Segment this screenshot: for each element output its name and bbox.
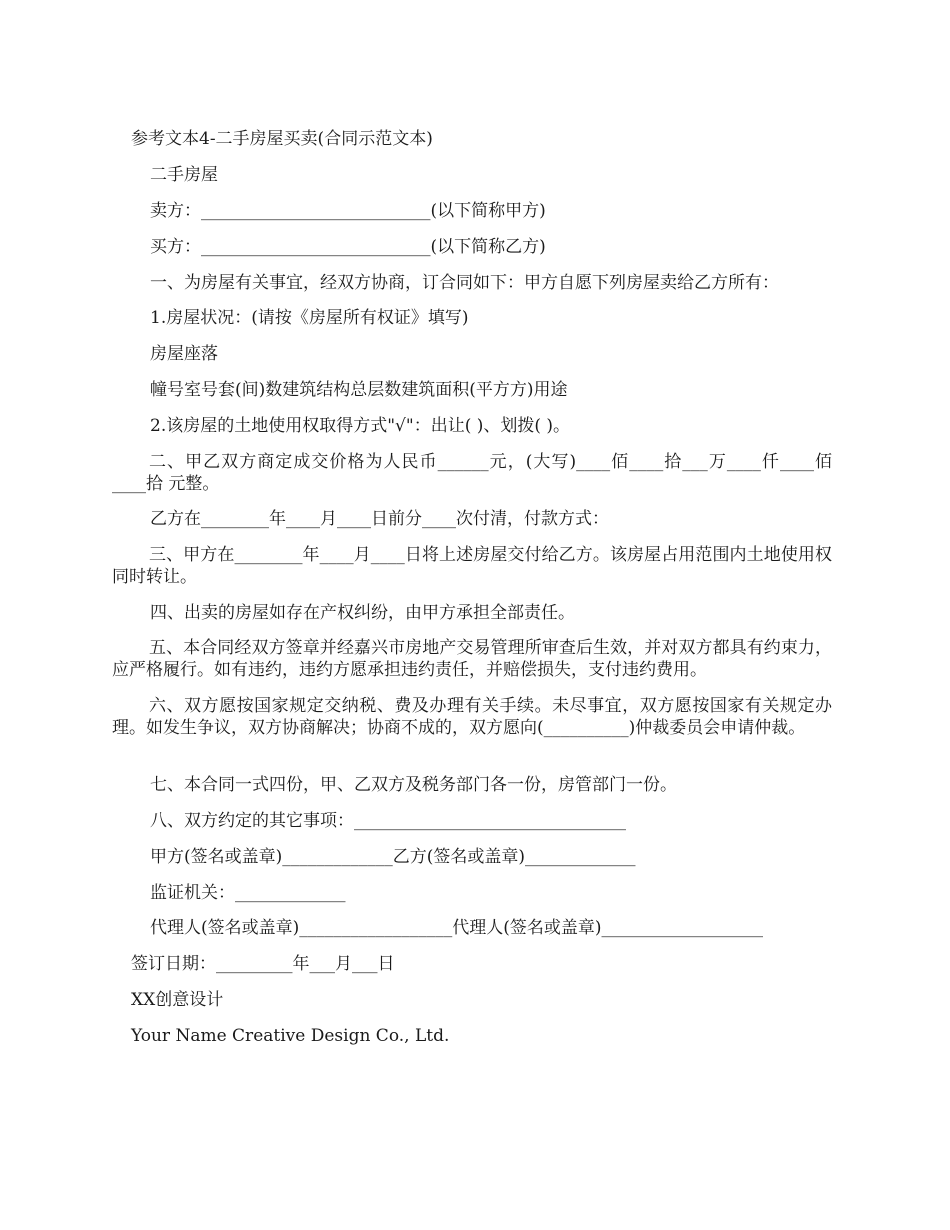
sign-date-line: 签订日期：_________年___月___日 xyxy=(131,954,395,974)
clause-4: 四、出卖的房屋如存在产权纠纷，由甲方承担全部责任。 xyxy=(150,603,575,623)
house-fields: 幢号室号套(间)数建筑结构总层数建筑面积(平方方)用途 xyxy=(150,380,568,400)
document-subtitle: 二手房屋 xyxy=(150,165,218,185)
house-location: 房屋座落 xyxy=(150,344,218,364)
item-1: 1.房屋状况：(请按《房屋所有权证》填写) xyxy=(150,308,469,328)
company-name-cn: XX创意设计 xyxy=(131,990,224,1010)
clause-2: 二、甲乙双方商定成交价格为人民币______元，(大写)____佰____拾___万____仟____佰____拾 元整。 xyxy=(112,452,832,494)
clause-8: 八、双方约定的其它事项：________________________________ xyxy=(150,811,626,831)
buyer-line: 买方：___________________________(以下简称乙方) xyxy=(150,237,546,257)
company-name-en: Your Name Creative Design Co., Ltd. xyxy=(131,1026,450,1046)
payment-line: 乙方在________年____月____日前分____次付清，付款方式： xyxy=(150,509,609,529)
item-2: 2.该房屋的土地使用权取得方式"√"：出让( )、划拨( )。 xyxy=(150,416,571,436)
seller-line: 卖方：___________________________(以下简称甲方) xyxy=(150,201,546,221)
clause-7: 七、本合同一式四份，甲、乙双方及税务部门各一份，房管部门一份。 xyxy=(150,775,677,795)
intro-clause: 一、为房屋有关事宜，经双方协商，订合同如下：甲方自愿下列房屋卖给乙方所有： xyxy=(150,273,779,293)
clause-6: 六、双方愿按国家规定交纳税、费及办理有关手续。未尽事宜，双方愿按国家有关规定办理。如发生争议，双方协商解决；协商不成的，双方愿向(__________)仲裁委员会申请仲裁。 xyxy=(112,696,832,738)
clause-5: 五、本合同经双方签章并经嘉兴市房地产交易管理所审查后生效，并对双方都具有约束力，应严格履行。如有违约，违约方愿承担违约责任，并赔偿损失，支付违约费用。 xyxy=(112,638,832,680)
signatures-line: 甲方(签名或盖章)_____________乙方(签名或盖章)_____________ xyxy=(150,847,636,867)
document-title: 参考文本4-二手房屋买卖(合同示范文本) xyxy=(131,129,433,149)
clause-3: 三、甲方在________年____月____日将上述房屋交付给乙方。该房屋占用范围内土地使用权同时转让。 xyxy=(112,545,832,587)
agents-line: 代理人(签名或盖章)__________________代理人(签名或盖章)___________________ xyxy=(150,918,764,938)
witness-line: 监证机关：_____________ xyxy=(150,883,346,903)
